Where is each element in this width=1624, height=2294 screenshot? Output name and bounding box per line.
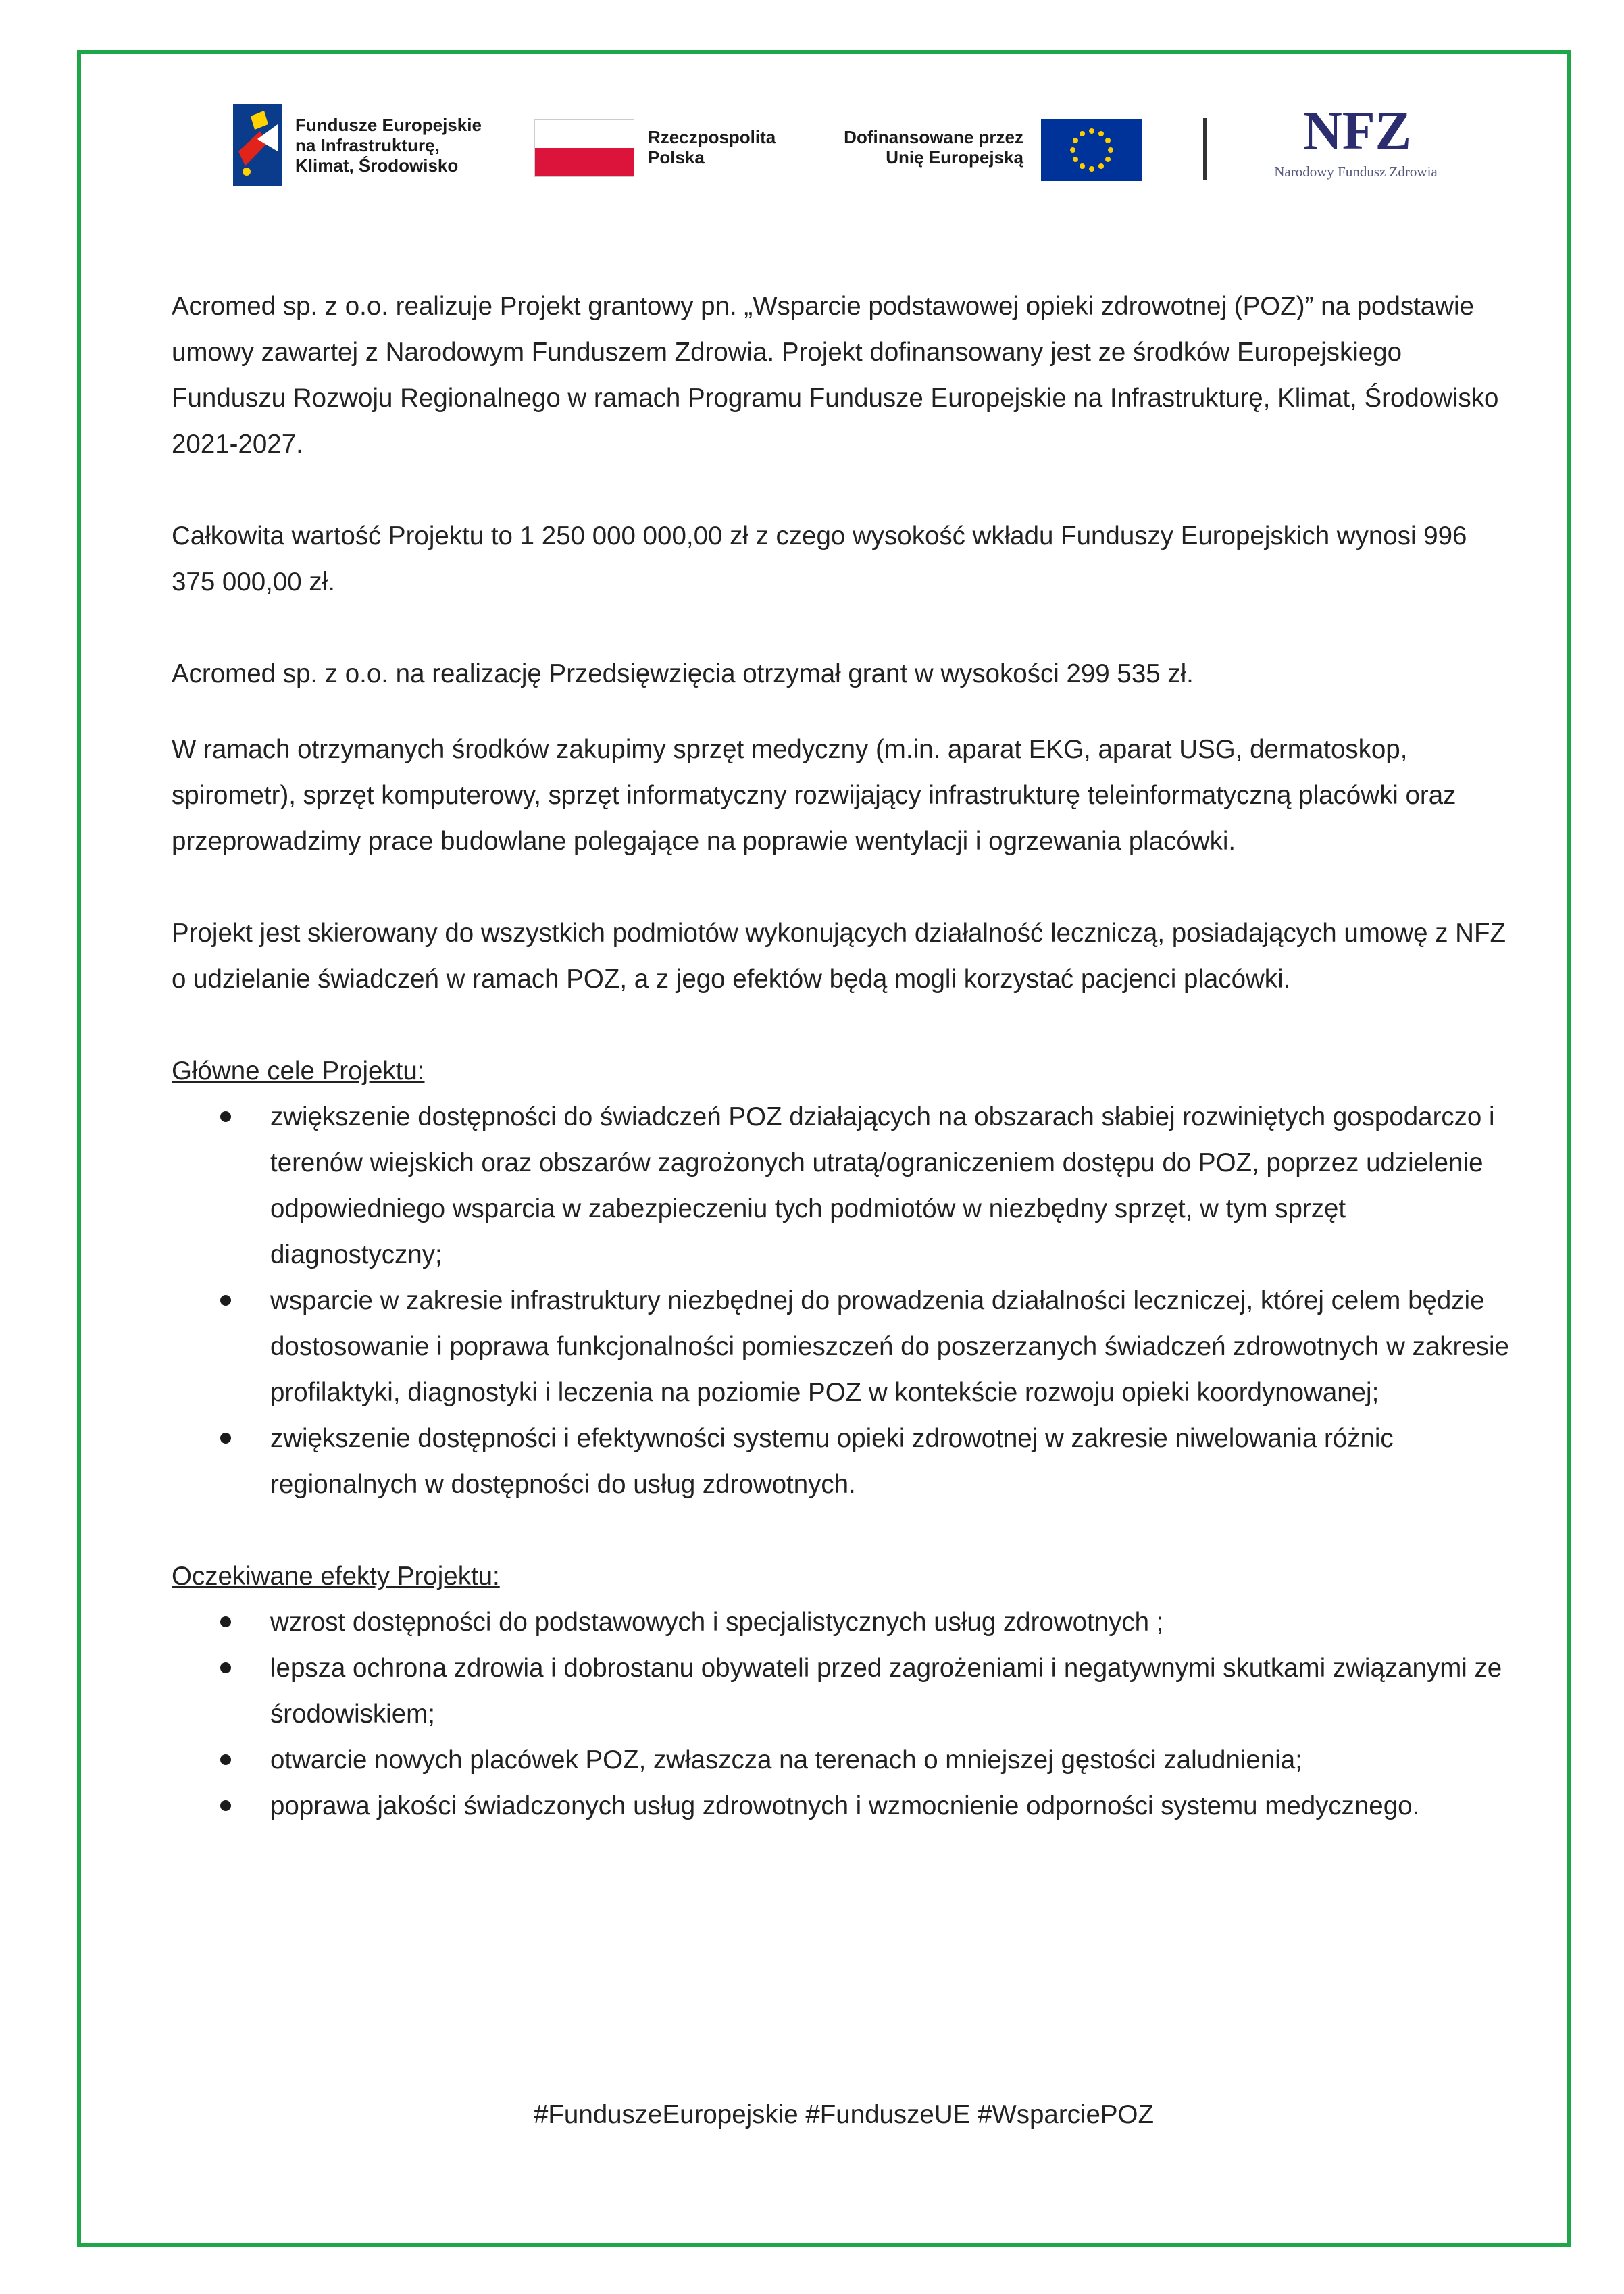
list-item (172, 1600, 1516, 1646)
list-item-text: zwiększenie dostępności do świadczeń POZ działających na obszarach słabiej rozwiniętych gospodarczo i terenów wiejskich oraz obszarów zagrożonych utratą/ograniczeniem dostępu do POZ, poprzez udzielenie odpowiedniego wsparcia w zabezpieczeniu tych podmiotów w niezbędny sprzęt, w tym sprzęt diagnostyczny; (270, 1102, 1495, 1269)
list-item-text: wzrost dostępności do podstawowych i specjalistycznych usług zdrowotnych ; (270, 1608, 1164, 1637)
hashtags-line: #FunduszeEuropejskie #FunduszeUE #WsparciePOZ (533, 2100, 1154, 2129)
document-body (172, 284, 1516, 1875)
effects-list (172, 1600, 1516, 1829)
fundusze-europejskie-logo-text (295, 115, 498, 176)
list-item (172, 1278, 1516, 1416)
rp-logo-line: Rzeczpospolita (648, 127, 776, 147)
bullet-icon (220, 1800, 231, 1811)
paragraph-purchases: W ramach otrzymanych środków zakupimy sprzęt medyczny (m.in. aparat EKG, aparat USG, dermatoskop, spirometr), sprzęt komputerowy, sprzęt informatyczny rozwijający infrastrukturę teleinformatyczną placówki oraz przeprowadzimy prace budowlane polegające na poprawie wentylacji i ogrzewania placówki. (172, 735, 1456, 856)
eu-logo-line: Dofinansowane przez (844, 127, 1023, 147)
bullet-icon (220, 1433, 231, 1444)
eu-flag-icon (1041, 119, 1142, 181)
list-item-text: wsparcie w zakresie infrastruktury niezbędnej do prowadzenia działalności leczniczej, której celem będzie dostosowanie i poprawa funkcjonalności pomieszczeń do poszerzanych świadczeń zdrowotnych w zakresie profilaktyki, diagnostyki i leczenia na poziomie POZ w kontekście rozwoju opieki koordynowanej; (270, 1286, 1509, 1407)
goals-list (172, 1094, 1516, 1508)
logo-separator (1203, 118, 1207, 180)
eu-cofinanced-text (821, 127, 1023, 168)
logo-strip (233, 101, 1449, 196)
eu-logo-line: Unię Europejską (886, 147, 1023, 168)
paragraph-target-group: Projekt jest skierowany do wszystkich podmiotów wykonujących działalność leczniczą, posiadających umowę z NFZ o udzielanie świadczeń w ramach POZ, a z jego efektów będą mogli korzystać pacjenci placówki. (172, 919, 1506, 994)
list-item (172, 1094, 1516, 1278)
list-item-text: zwiększenie dostępności i efektywności systemu opieki zdrowotnej w zakresie niwelowania różnic regionalnych w dostępności do usług zdrowotnych. (270, 1424, 1394, 1499)
fe-logo-line: Klimat, Środowisko (295, 155, 459, 176)
paragraph-grant-amount: Acromed sp. z o.o. na realizację Przedsięwzięcia otrzymał grant w wysokości 299 535 zł. (172, 659, 1194, 688)
list-item (172, 1737, 1516, 1783)
nfz-logo-icon (1276, 101, 1438, 158)
list-item-text: lepsza ochrona zdrowia i dobrostanu obywateli przed zagrożeniami i negatywnymi skutkami związanymi ze środowiskiem; (270, 1654, 1502, 1729)
rp-logo-line: Polska (648, 147, 705, 168)
list-item-text: otwarcie nowych placówek POZ, zwłaszcza na terenach o mniejszej gęstości zaludnienia; (270, 1745, 1302, 1775)
bullet-icon (220, 1662, 231, 1673)
paragraph-project-intro: Acromed sp. z o.o. realizuje Projekt grantowy pn. „Wsparcie podstawowej opieki zdrowotnej (POZ)” na podstawie umowy zawartej z Narodowym Funduszem Zdrowia. Projekt dofinansowany jest ze środków Europejskiego Funduszu Rozwoju Regionalnego w ramach Programu Fundusze Europejskie na Infrastrukturę, Klimat, Środowisko 2021-2027. (172, 292, 1499, 459)
list-item-text: poprawa jakości świadczonych usług zdrowotnych i wzmocnienie odporności systemu medycznego. (270, 1791, 1420, 1820)
paragraph-project-value: Całkowita wartość Projektu to 1 250 000 000,00 zł z czego wysokość wkładu Funduszy Europejskich wynosi 996 375 000,00 zł. (172, 521, 1467, 596)
rzeczpospolita-logo-text (648, 127, 810, 168)
nfz-logo-subtitle: Narodowy Fundusz Zdrowia (1274, 163, 1438, 180)
bullet-icon (220, 1754, 231, 1765)
bullet-icon (220, 1295, 231, 1306)
bullet-icon (220, 1111, 231, 1122)
goals-heading: Główne cele Projektu: (172, 1056, 425, 1086)
fundusze-europejskie-logo-icon (233, 104, 282, 186)
polish-flag-icon (534, 119, 634, 177)
svg-text:NFZ: NFZ (1303, 101, 1411, 158)
list-item (172, 1646, 1516, 1737)
list-item (172, 1783, 1516, 1829)
bullet-icon (220, 1616, 231, 1627)
fe-logo-line: na Infrastrukturę, (295, 135, 440, 155)
fe-logo-line: Fundusze Europejskie (295, 115, 482, 135)
list-item (172, 1416, 1516, 1508)
effects-heading: Oczekiwane efekty Projektu: (172, 1562, 500, 1591)
